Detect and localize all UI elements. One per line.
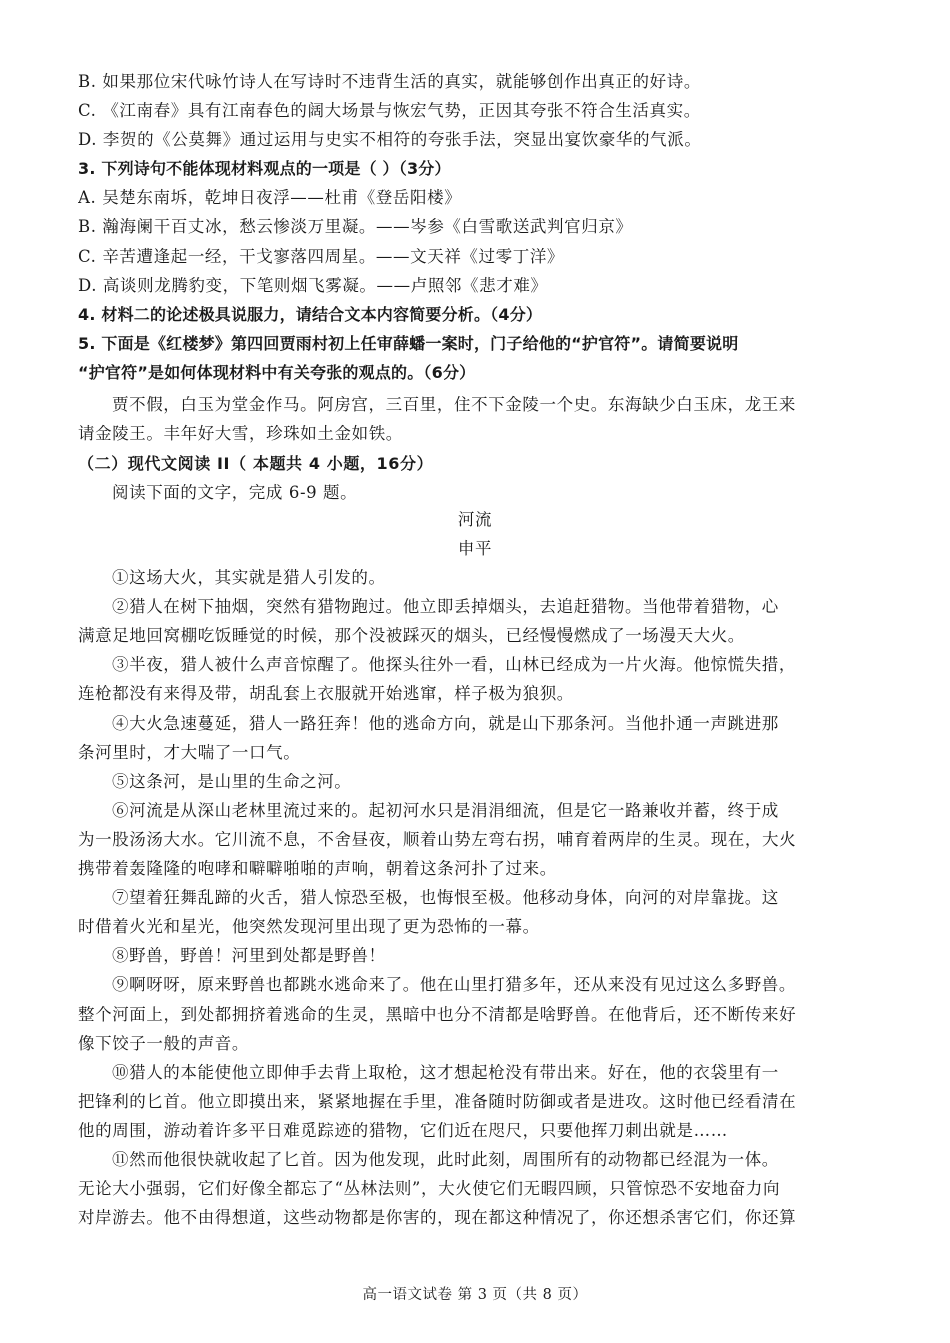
story-line: ②猎人在树下抽烟，突然有猎物跑过。他立即丢掉烟头，去追赶猎物。当他带着猎物，心 xyxy=(112,597,779,616)
q5-quote-line2: 请金陵王。丰年好大雪，珍珠如土金如铁。 xyxy=(78,424,403,443)
story-line: 他的周围，游动着许多平日难觅踪迹的猎物，它们近在咫尺，只要他挥刀刺出就是…… xyxy=(78,1121,728,1140)
story-line: ⑪然而他很快就收起了匕首。因为他发现，此时此刻，周围所有的动物都已经混为一体。 xyxy=(112,1150,779,1169)
story-line: 携带着轰隆隆的咆哮和噼噼啪啪的声响，朝着这条河扑了过来。 xyxy=(78,859,557,878)
q3-option-b: B. 瀚海阑干百丈冰，愁云惨淡万里凝。——岑参《白雪歌送武判官归京》 xyxy=(78,217,633,236)
story-line: ⑨啊呀呀，原来野兽也都跳水逃命来了。他在山里打猎多年，还从来没有见过这么多野兽。 xyxy=(112,975,796,994)
q3-option-c: C. 辛苦遭逢起一经，干戈寥落四周星。——文天祥《过零丁洋》 xyxy=(78,247,565,266)
q2-option-c: C. 《江南春》具有江南春色的阔大场景与恢宏气势，正因其夸张不符合生活真实。 xyxy=(78,101,701,120)
story-line: ⑧野兽，野兽！河里到处都是野兽！ xyxy=(112,946,386,965)
story-line: 满意足地回窝棚吃饭睡觉的时候，那个没被踩灭的烟头，已经慢慢燃成了一场漫天大火。 xyxy=(78,626,745,645)
story-line: ④大火急速蔓延，猎人一路狂奔！他的逃命方向，就是山下那条河。当他扑通一声跳进那 xyxy=(112,714,779,733)
story-title: 河流 xyxy=(457,510,493,529)
story-line: 整个河面上，到处都拥挤着逃命的生灵，黑暗中也分不清都是啥野兽。在他背后，还不断传来好 xyxy=(78,1005,797,1024)
q5-stem-line2: “护官符”是如何体现材料中有关夸张的观点的。（6分） xyxy=(78,363,476,382)
q2-option-b: B. 如果那位宋代咏竹诗人在写诗时不违背生活的真实，就能够创作出真正的好诗。 xyxy=(78,72,701,91)
q3-option-a: A. 吴楚东南坼，乾坤日夜浮——杜甫《登岳阳楼》 xyxy=(78,188,462,207)
story-line: 把锋利的匕首。他立即摸出来，紧紧地握在手里，准备随时防御或者是进攻。这时他已经看清在 xyxy=(78,1092,797,1111)
section-instruction: 阅读下面的文字，完成 6-9 题。 xyxy=(112,483,358,502)
section-title: （二）现代文阅读 II（ 本题共 4 小题，16分） xyxy=(78,454,434,473)
q5-quote-line1: 贾不假，白玉为堂金作马。阿房宫，三百里，住不下金陵一个史。东海缺少白玉床，龙王来 xyxy=(112,395,796,414)
q2-option-d: D. 李贺的《公莫舞》通过运用与史实不相符的夸张手法，突显出宴饮豪华的气派。 xyxy=(78,130,702,149)
story-line: ⑥河流是从深山老林里流过来的。起初河水只是涓涓细流，但是它一路兼收并蓄，终于成 xyxy=(112,801,779,820)
q4-stem: 4. 材料二的论述极具说服力，请结合文本内容简要分析。（4分） xyxy=(78,305,543,324)
story-line: 连枪都没有来得及带，胡乱套上衣服就开始逃窜，样子极为狼狈。 xyxy=(78,684,574,703)
story-author: 申平 xyxy=(457,539,493,558)
story-line: 像下饺子一般的声音。 xyxy=(78,1034,249,1053)
q3-stem: 3. 下列诗句不能体现材料观点的一项是（ ）（3分） xyxy=(78,159,451,178)
story-line: 为一股汤汤大水。它川流不息，不舍昼夜，顺着山势左弯右拐，哺育着两岸的生灵。现在，大火 xyxy=(78,830,797,849)
story-line: ⑩猎人的本能使他立即伸手去背上取枪，这才想起枪没有带出来。好在，他的衣袋里有一 xyxy=(112,1063,779,1082)
story-line: ⑦望着狂舞乱蹄的火舌，猎人惊恐至极，也悔恨至极。他移动身体，向河的对岸靠拢。这 xyxy=(112,888,779,907)
page-footer: 高一语文试卷 第 3 页（共 8 页） xyxy=(362,1287,588,1303)
story-line: 对岸游去。他不由得想道，这些动物都是你害的，现在都这种情况了，你还想杀害它们，你还算 xyxy=(78,1208,797,1227)
q5-stem-line1: 5. 下面是《红楼梦》第四回贾雨村初上任审薛蟠一案时，门子给他的“护官符”。请简要说明 xyxy=(78,334,739,353)
story-line: ③半夜，猎人被什么声音惊醒了。他探头往外一看，山林已经成为一片火海。他惊慌失措， xyxy=(112,655,796,674)
story-line: 无论大小强弱，它们好像全都忘了“丛林法则”，大火使它们无暇四顾，只管惊恐不安地奋力向 xyxy=(78,1179,781,1198)
story-line: ①这场大火，其实就是猎人引发的。 xyxy=(112,568,386,587)
q3-option-d: D. 高谈则龙腾豹变，下笔则烟飞雾凝。——卢照邻《悲才难》 xyxy=(78,276,548,295)
story-line: 条河里时，才大喘了一口气。 xyxy=(78,743,301,762)
story-line: ⑤这条河，是山里的生命之河。 xyxy=(112,772,352,791)
story-line: 时借着火光和星光，他突然发现河里出现了更为恐怖的一幕。 xyxy=(78,917,540,936)
